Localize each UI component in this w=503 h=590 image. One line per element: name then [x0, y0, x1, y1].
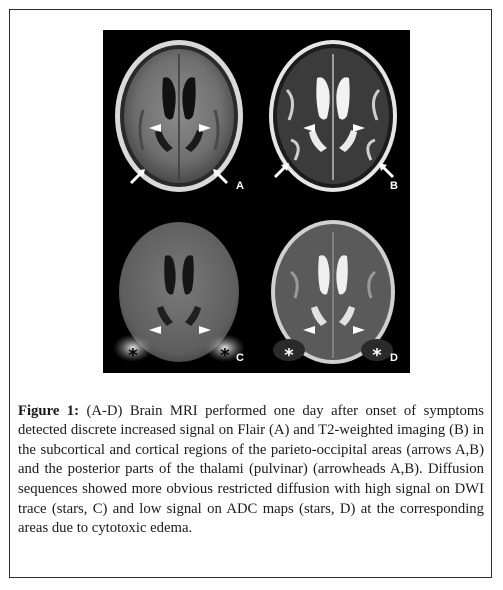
mri-panel-a — [103, 30, 256, 201]
figure-caption — [18, 402, 484, 539]
star-marker-left: * — [128, 345, 138, 366]
caption-text: (A-D) Brain MRI performed one day after onset of symptoms detected discrete increased signal on Flair (A) and T2-weighted imaging (B) in the subcortical and cortical regions of the parieto-occipital areas (arrows A,B) and the posterior parts of the thalami (pulvinar) (arrowheads A,B). Diffusion sequences showed more obvious restricted diffusion with high signal on DWI trace (stars, C) and low signal on ADC maps (stars, D) at the corresponding areas due to cytotoxic edema. — [18, 402, 484, 537]
t2-brain-image — [257, 30, 410, 201]
dwi-brain-image — [103, 202, 256, 373]
star-marker-left: * — [284, 345, 294, 366]
star-marker-right: * — [220, 345, 230, 366]
arrow-right — [213, 169, 227, 183]
panel-letter: D — [390, 352, 398, 364]
panel-letter: B — [390, 180, 398, 192]
arrow-left — [275, 163, 289, 177]
panel-letter: A — [236, 180, 244, 192]
arrow-left — [131, 169, 145, 183]
adc-brain-image — [257, 202, 410, 373]
star-marker-right: * — [372, 345, 382, 366]
caption-label: Figure 1: — [18, 402, 80, 419]
arrow-right — [379, 163, 393, 177]
flair-brain-image — [103, 30, 256, 201]
mri-panel-c — [103, 202, 256, 373]
panel-letter: C — [236, 352, 244, 364]
mri-panel-b — [257, 30, 410, 201]
mri-figure — [103, 30, 410, 373]
mri-panel-d — [257, 202, 410, 373]
